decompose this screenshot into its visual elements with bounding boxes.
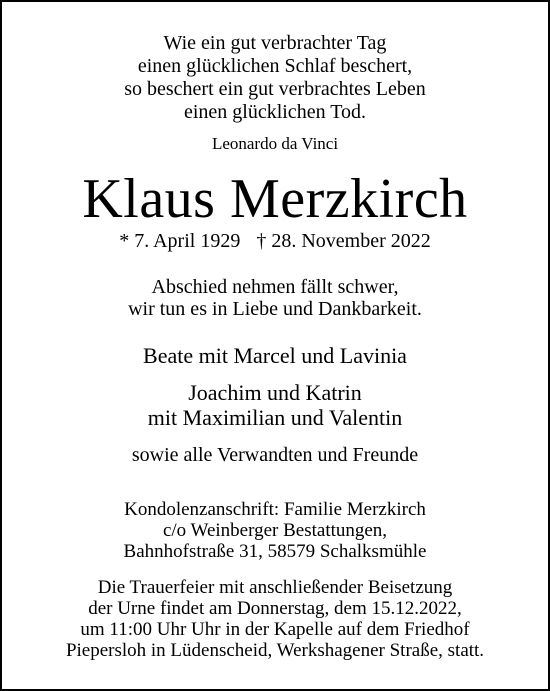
condolence-address: [2, 499, 548, 562]
service-line: der Urne findet am Donnerstag, dem 15.12.2022,: [88, 598, 462, 619]
quote-author: Leonardo da Vinci: [211, 134, 339, 153]
relatives-line: sowie alle Verwandten und Freunde: [131, 444, 419, 466]
deceased-name: Klaus Merzkirch: [82, 168, 468, 230]
farewell-line: wir tun es in Liebe und Dankbarkeit.: [128, 298, 422, 320]
mourner-group: [2, 380, 548, 430]
poem-line: Wie ein gut verbrachter Tag: [163, 32, 387, 54]
mourner-line: Joachim und Katrin: [188, 380, 362, 405]
mourner-line: Beate mit Marcel und Lavinia: [143, 343, 407, 368]
birth-date: * 7. April 1929: [119, 230, 241, 252]
address-line: Bahnhofstraße 31, 58579 Schalksmühle: [123, 541, 427, 562]
address-line: Kondolenzanschrift: Familie Merzkirch: [124, 499, 426, 520]
poem-quote: [2, 32, 548, 124]
mourner-line: mit Maximilian und Valentin: [147, 405, 403, 430]
farewell-line: Abschied nehmen fällt schwer,: [151, 276, 399, 298]
service-line: Piepersloh in Lüdenscheid, Werkshagener Straße, statt.: [65, 640, 485, 661]
funeral-service-info: [2, 577, 548, 661]
poem-line: einen glücklichen Tod.: [183, 101, 367, 123]
service-line: um 11:00 Uhr Uhr in der Kapelle auf dem Friedhof: [80, 619, 470, 640]
life-dates: [2, 229, 548, 253]
farewell-text: [2, 276, 548, 320]
service-line: Die Trauerfeier mit anschließender Beisetzung: [97, 577, 453, 598]
poem-line: einen glücklichen Schlaf beschert,: [137, 55, 413, 77]
poem-line: so beschert ein gut verbrachtes Leben: [124, 78, 426, 100]
death-date: † 28. November 2022: [256, 230, 431, 252]
address-line: c/o Weinberger Bestattungen,: [162, 520, 388, 541]
